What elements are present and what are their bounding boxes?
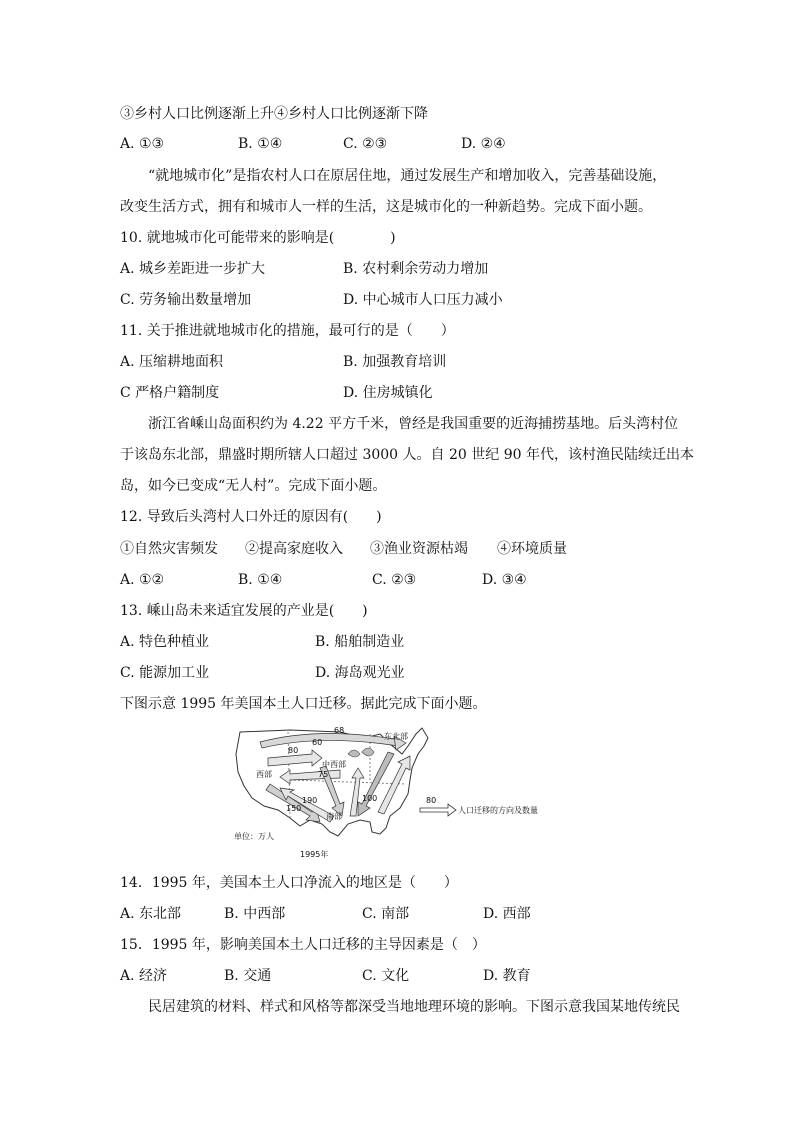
q12-choice-b: B. ①④ xyxy=(238,572,283,588)
q14-choice-c: C. 南部 xyxy=(362,906,410,922)
q9-choice-a: A. ①③ xyxy=(120,136,165,152)
q14-stem: 14．1995 年，美国本土人口净流入的地区是（ ） xyxy=(120,875,458,891)
q9-choice-d: D. ②④ xyxy=(461,136,506,152)
q10-choice-d: D. 中心城市人口压力减小 xyxy=(343,292,503,308)
q10-choice-b: B. 农村剩余劳动力增加 xyxy=(343,261,489,277)
legend-value: 80 xyxy=(426,796,437,805)
q15-choice-b: B. 交通 xyxy=(224,968,272,984)
q15-choice-d: D. 教育 xyxy=(483,968,531,984)
us-migration-map xyxy=(230,724,566,864)
flow-value-4: 150 xyxy=(286,804,302,813)
unit-label: 单位：万人 xyxy=(234,832,274,841)
q14-choice-d: D. 西部 xyxy=(483,906,531,922)
passage3-line1: 民居建筑的材料、样式和风格等都深受当地地理环境的影响。下图示意我国某地传统民 xyxy=(148,999,680,1015)
flow-value-6: 60 xyxy=(312,738,323,747)
year-label: 1995年 xyxy=(300,850,329,859)
q13-choice-c: C. 能源加工业 xyxy=(120,665,210,681)
flow-value-7: 100 xyxy=(362,794,378,803)
q15-choice-c: C. 文化 xyxy=(362,968,410,984)
q11-choice-c: C 严格户籍制度 xyxy=(120,385,220,401)
q15-choice-a: A. 经济 xyxy=(120,968,168,984)
q13-choice-b: B. 船舶制造业 xyxy=(315,634,405,650)
q12-choice-a: A. ①② xyxy=(120,572,165,588)
q13-stem: 13. 嵊山岛未来适宜发展的产业是( ) xyxy=(120,603,368,619)
region-label-west: 西部 xyxy=(256,770,272,779)
flow-value-2: 80 xyxy=(288,746,299,755)
passage2-line2: 于该岛东北部，鼎盛时期所辖人口超过 3000 人。自 20 世纪 90 年代，该村渔民陆续迁出本 xyxy=(120,447,694,463)
q13-choice-a: A. 特色种植业 xyxy=(120,634,210,650)
q9-choice-c: C. ②③ xyxy=(343,136,388,152)
q14-choice-b: B. 中西部 xyxy=(224,906,286,922)
q11-choice-a: A. 压缩耕地面积 xyxy=(120,354,224,370)
q9-choice-b: B. ①④ xyxy=(238,136,283,152)
q12-option-3: ③渔业资源枯竭 xyxy=(370,541,468,557)
q10-stem: 10. 就地城市化可能带来的影响是( ) xyxy=(120,230,396,246)
q12-option-4: ④环境质量 xyxy=(497,541,567,557)
q9-options-cont: ③乡村人口比例逐渐上升④乡村人口比例逐渐下降 xyxy=(120,106,428,122)
passage1-line2: 改变生活方式，拥有和城市人一样的生活，这是城市化的一种新趋势。完成下面小题。 xyxy=(120,199,652,215)
q13-choice-d: D. 海岛观光业 xyxy=(315,665,405,681)
flow-value-5: 190 xyxy=(302,796,318,805)
q12-choice-c: C. ②③ xyxy=(372,572,417,588)
q10-choice-c: C. 劳务输出数量增加 xyxy=(120,292,252,308)
arrow-top-arc xyxy=(260,733,400,748)
q10-choice-a: A. 城乡差距进一步扩大 xyxy=(120,261,266,277)
region-label-midwest: 中西部 xyxy=(322,760,346,769)
q11-stem: 11. 关于推进就地城市化的措施，最可行的是（ ） xyxy=(120,323,455,339)
region-label-south: 南部 xyxy=(326,812,342,821)
region-label-northeast: 东北部 xyxy=(384,732,408,741)
passage2-line3: 岛，如今已变成“无人村”。完成下面小题。 xyxy=(120,478,387,494)
q11-choice-b: B. 加强教育培训 xyxy=(343,354,447,370)
passage1-line1: “就地城市化”是指农村人口在原居住地，通过发展生产和增加收入，完善基础设施， xyxy=(148,168,667,184)
q12-option-1: ①自然灾害频发 xyxy=(120,541,218,557)
q11-choice-d: D. 住房城镇化 xyxy=(343,385,433,401)
q14-choice-a: A. 东北部 xyxy=(120,906,182,922)
q15-stem: 15．1995 年，影响美国本土人口迁移的主导因素是（ ） xyxy=(120,937,486,953)
flow-value-1: 68 xyxy=(334,726,345,735)
flow-value-3: 75 xyxy=(318,770,329,779)
map-intro: 下图示意 1995 年美国本土人口迁移。据此完成下面小题。 xyxy=(120,696,487,712)
q12-stem: 12. 导致后头湾村人口外迁的原因有( ) xyxy=(120,509,382,525)
arrow-ne-south xyxy=(358,752,394,816)
q12-choice-d: D. ③④ xyxy=(482,572,527,588)
passage2-line1: 浙江省嵊山岛面积约为 4.22 平方千米，曾经是我国重要的近海捕捞基地。后头湾村位 xyxy=(148,416,679,432)
legend-text: 人口迁移的方向及数量 xyxy=(458,806,538,815)
map-drawing xyxy=(230,724,566,864)
q12-option-2: ②提高家庭收入 xyxy=(245,541,343,557)
